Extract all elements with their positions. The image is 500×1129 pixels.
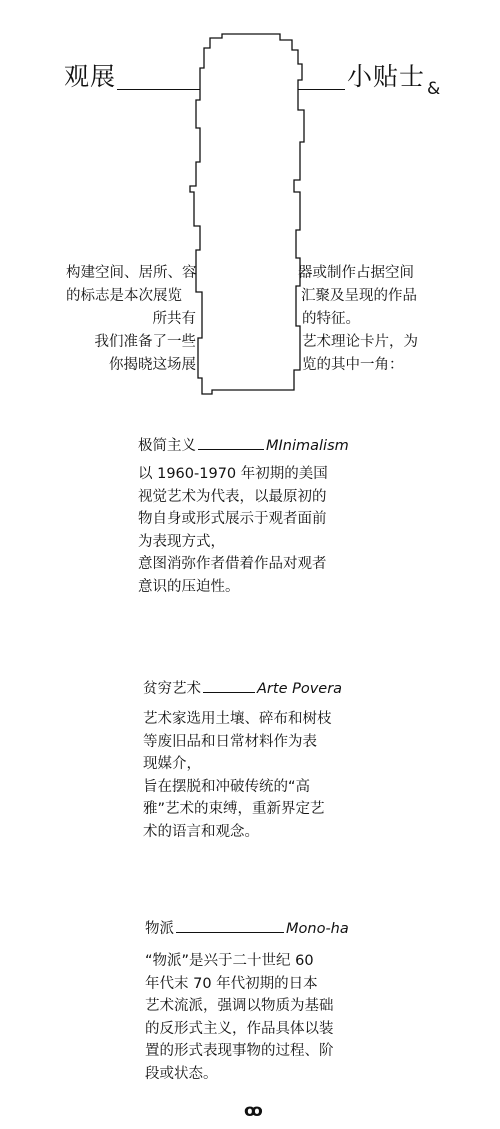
title-left: 观展 bbox=[64, 62, 117, 91]
section-arte-povera-body bbox=[143, 708, 332, 843]
end-mark: ꝏ bbox=[244, 1101, 263, 1121]
section-mono-ha-title: 物派 bbox=[145, 921, 174, 937]
section-mono-ha-body bbox=[145, 950, 334, 1085]
intro-right-line-5: 览的其中一角： bbox=[302, 357, 404, 373]
section-mono-ha-heading bbox=[145, 918, 349, 940]
body-line: 的反形式主义，作品具体以装 bbox=[145, 1020, 334, 1037]
intro-left-line-4: 我们准备了一些 bbox=[94, 334, 196, 350]
artwork-outline-shape bbox=[188, 30, 314, 398]
intro-left-line-1: 构建空间、居所、容 bbox=[66, 265, 197, 281]
intro-left-line-5: 你揭晓这场展 bbox=[109, 357, 196, 373]
body-line: 意图消弥作者借着作品对观者 bbox=[138, 556, 327, 572]
body-line: 视觉艺术为代表，以最原初的 bbox=[138, 488, 327, 505]
body-line: 艺术家选用土壤、碎布和树枝 bbox=[143, 711, 332, 727]
body-line: 为表现方式， bbox=[138, 533, 225, 550]
body-line: 以 1960-1970 年初期的美国 bbox=[138, 466, 328, 482]
body-line: 段或状态。 bbox=[145, 1065, 218, 1082]
body-line: 雅”艺术的束缚，重新界定艺 bbox=[143, 801, 325, 817]
section-arte-povera-subtitle: Arte Povera bbox=[257, 681, 343, 697]
heading-underline bbox=[176, 931, 284, 933]
intro-right-line-3: 的特征。 bbox=[302, 311, 360, 327]
body-line: 物自身或形式展示于观者面前 bbox=[138, 511, 327, 527]
intro-left-line-3: 所共有 bbox=[152, 311, 196, 327]
section-arte-povera-title: 贫穷艺术 bbox=[143, 681, 201, 697]
title-ampersand: & bbox=[427, 79, 441, 99]
intro-right-line-2: 汇聚及呈现的作品 bbox=[301, 288, 417, 304]
heading-underline bbox=[203, 691, 255, 693]
title-right: 小贴士 bbox=[347, 62, 426, 91]
body-line: 年代末 70 年代初期的日本 bbox=[145, 975, 318, 992]
body-line: 意识的压迫性。 bbox=[138, 578, 240, 595]
body-line: 等废旧品和日常材料作为表 bbox=[143, 733, 317, 750]
body-line: 术的语言和观念。 bbox=[143, 823, 259, 840]
body-line: “物派”是兴于二十世纪 60 bbox=[145, 953, 314, 969]
section-minimalism-heading bbox=[138, 435, 349, 457]
section-minimalism-subtitle: MInimalism bbox=[266, 438, 349, 454]
intro-right-line-1: 器或制作占据空间 bbox=[298, 265, 414, 281]
body-line: 现媒介， bbox=[143, 756, 201, 772]
section-minimalism-body bbox=[138, 463, 328, 598]
section-minimalism-title: 极简主义 bbox=[138, 438, 196, 454]
intro-right-line-4: 艺术理论卡片，为 bbox=[302, 334, 418, 350]
body-line: 艺术流派，强调以物质为基础 bbox=[145, 998, 334, 1014]
body-line: 旨在摆脱和冲破传统的“高 bbox=[143, 778, 311, 795]
body-line: 置的形式表现事物的过程、阶 bbox=[145, 1043, 334, 1059]
section-arte-povera-heading bbox=[143, 678, 342, 700]
heading-underline bbox=[198, 448, 264, 450]
section-mono-ha-subtitle: Mono-ha bbox=[286, 921, 349, 937]
intro-left-line-2: 的标志是本次展览 bbox=[66, 288, 182, 304]
